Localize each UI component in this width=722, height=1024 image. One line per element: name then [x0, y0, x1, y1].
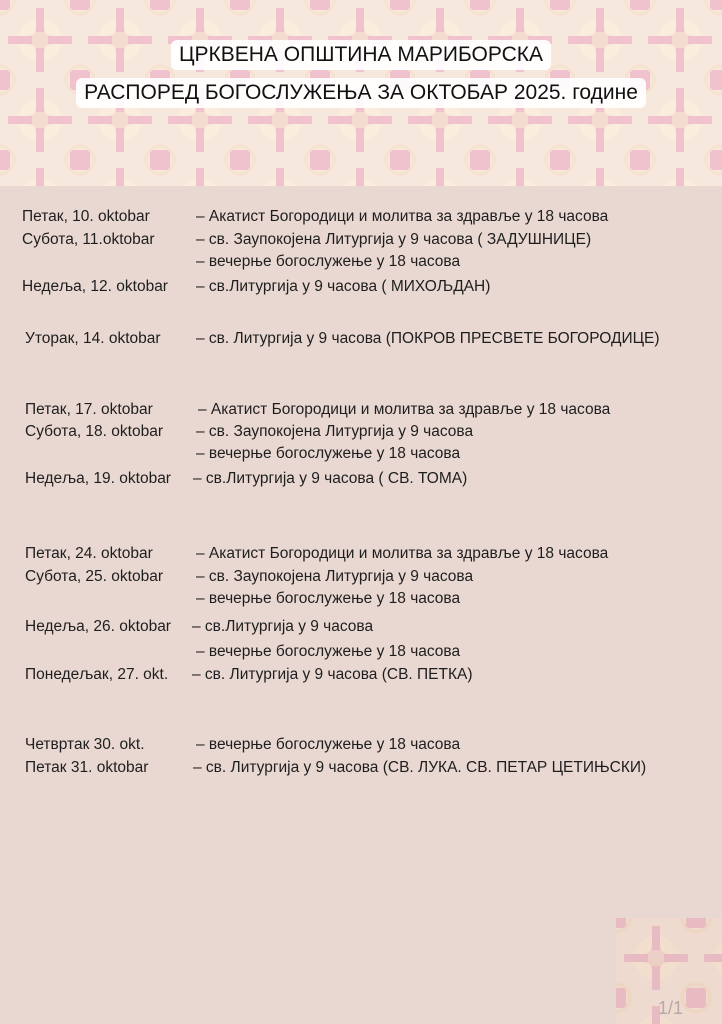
schedule-event: – св. Литургија у 9 часова (СВ. ПЕТКА)	[192, 666, 473, 683]
schedule-event: – Акатист Богородици и молитва за здравље у 18 часова	[198, 401, 611, 418]
schedule-day: Субота, 18. oktobar	[25, 423, 163, 440]
schedule-event: – Акатист Богородици и молитва за здравље у 18 часова	[196, 208, 609, 225]
schedule-event: – вечерње богослужење у 18 часова	[196, 253, 461, 270]
schedule-event: – Акатист Богородици и молитва за здравље у 18 часова	[196, 545, 609, 562]
schedule-day: Петак, 17. oktobar	[25, 401, 153, 418]
schedule-event: – св. Заупокојена Литургија у 9 часова	[196, 568, 474, 585]
schedule-event: – св.Литургија у 9 часова	[192, 618, 374, 635]
schedule-day: Понедељак, 27. okt.	[25, 666, 169, 683]
title-line-1	[0, 40, 722, 70]
schedule-event: – вечерње богослужење у 18 часова	[196, 590, 461, 607]
church-name: ЦРКВЕНА ОПШТИНА МАРИБОРСКА	[171, 40, 551, 70]
page-indicator: 1/1	[658, 998, 684, 1018]
schedule-event: – св. Литургија у 9 часова (СВ. ЛУКА. СВ. ПЕТАР ЦЕТИЊСКИ)	[193, 759, 647, 776]
schedule-day: Петак, 24. oktobar	[25, 545, 153, 562]
schedule-event: – св. Заупокојена Литургија у 9 часова ( ЗАДУШНИЦЕ)	[196, 231, 592, 248]
schedule-day: Уторак, 14. oktobar	[25, 330, 161, 347]
schedule-day: Петак 31. oktobar	[25, 759, 149, 776]
schedule-event: – вечерње богослужење у 18 часова	[196, 643, 461, 660]
schedule-event: – св. Литургија у 9 часова (ПОКРОВ ПРЕСВЕТЕ БОГОРОДИЦЕ)	[196, 330, 660, 347]
schedule-day: Недеља, 12. oktobar	[22, 278, 168, 295]
schedule-day: Петак, 10. oktobar	[22, 208, 150, 225]
title-line-2	[0, 78, 722, 108]
schedule-event: – св.Литургија у 9 часова ( СВ. ТОМА)	[193, 470, 468, 487]
schedule-day: Субота, 25. oktobar	[25, 568, 163, 585]
schedule-event: – вечерње богослужење у 18 часова	[196, 736, 461, 753]
schedule-event: – св.Литургија у 9 часова ( МИХОЉДАН)	[196, 278, 491, 295]
schedule-day: Субота, 11.oktobar	[22, 231, 155, 248]
schedule-title: РАСПОРЕД БОГОСЛУЖЕЊА ЗА ОКТОБАР 2025. године	[76, 78, 646, 108]
schedule-day: Недеља, 26. oktobar	[25, 618, 171, 635]
schedule-day: Недеља, 19. oktobar	[25, 470, 171, 487]
schedule-event: – вечерње богослужење у 18 часова	[196, 445, 461, 462]
schedule-day: Четвртак 30. okt.	[25, 736, 145, 753]
schedule-event: – св. Заупокојена Литургија у 9 часова	[196, 423, 474, 440]
